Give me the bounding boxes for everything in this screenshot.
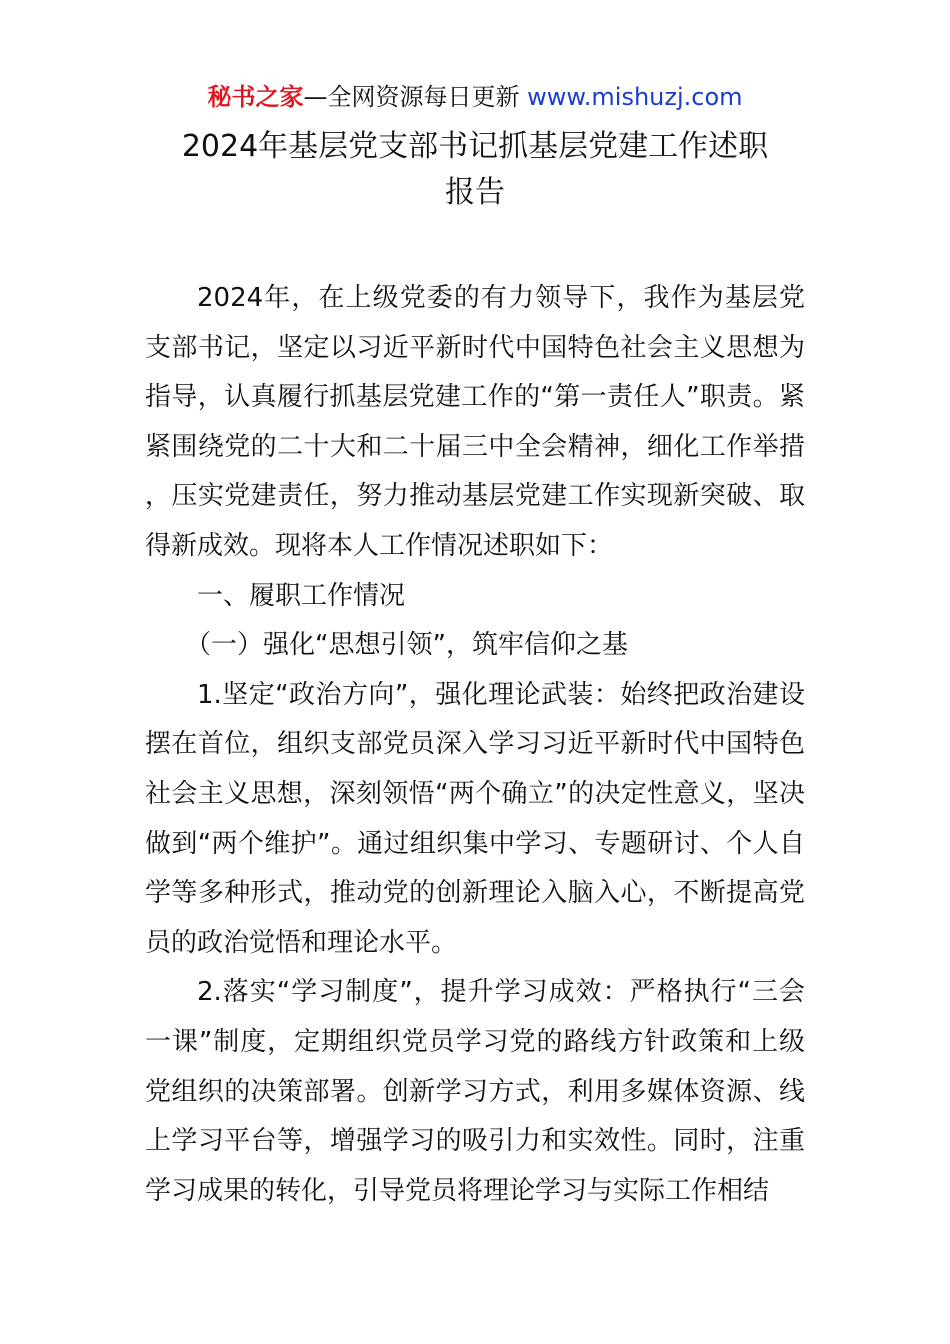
item-paragraph-1: 1.坚定“政治方向”，强化理论武装：始终把政治建设摆在首位，组织支部党员深入学习习近平新时代中国特色社会主义思想，深刻领悟“两个确立”的决定性意义，坚决做到“两个维护”。通过组织集中学习、专题研讨、个人自学等多种形式，推动党的创新理论入脑入心，不断提高党员的政治觉悟和理论水平。 <box>145 679 805 958</box>
site-banner <box>0 80 950 114</box>
intro-paragraph: 2024年，在上级党委的有力领导下，我作为基层党支部书记，坚定以习近平新时代中国特色社会主义思想为指导，认真履行抓基层党建工作的“第一责任人”职责。紧紧围绕党的二十大和二十届三中全会精神，细化工作举措，压实党建责任，努力推动基层党建工作实现新突破、取得新成效。现将本人工作情况述职如下： <box>145 283 805 561</box>
section-heading: 一、履职工作情况 <box>197 580 406 611</box>
banner-brand: 秘书之家 <box>207 83 304 111</box>
document-title <box>90 124 860 216</box>
subsection-heading: （一）强化“思想引领”，筑牢信仰之基 <box>185 630 628 661</box>
title-line-2: 报告 <box>445 175 505 210</box>
item-paragraph-2: 2.落实“学习制度”，提升学习成效：严格执行“三会一课”制度，定期组织党员学习党的路线方针政策和上级党组织的决策部署。创新学习方式，利用多媒体资源、线上学习平台等，增强学习的吸引力和实效性。同时，注重学习成果的转化，引导党员将理论学习与实际工作相结 <box>145 977 805 1206</box>
title-line-1: 2024年基层党支部书记抓基层党建工作述职 <box>181 129 769 164</box>
banner-url-link[interactable]: www.mishuzj.com <box>527 83 743 111</box>
banner-slogan: —全网资源每日更新 <box>303 83 528 111</box>
document-body <box>145 274 805 1216</box>
